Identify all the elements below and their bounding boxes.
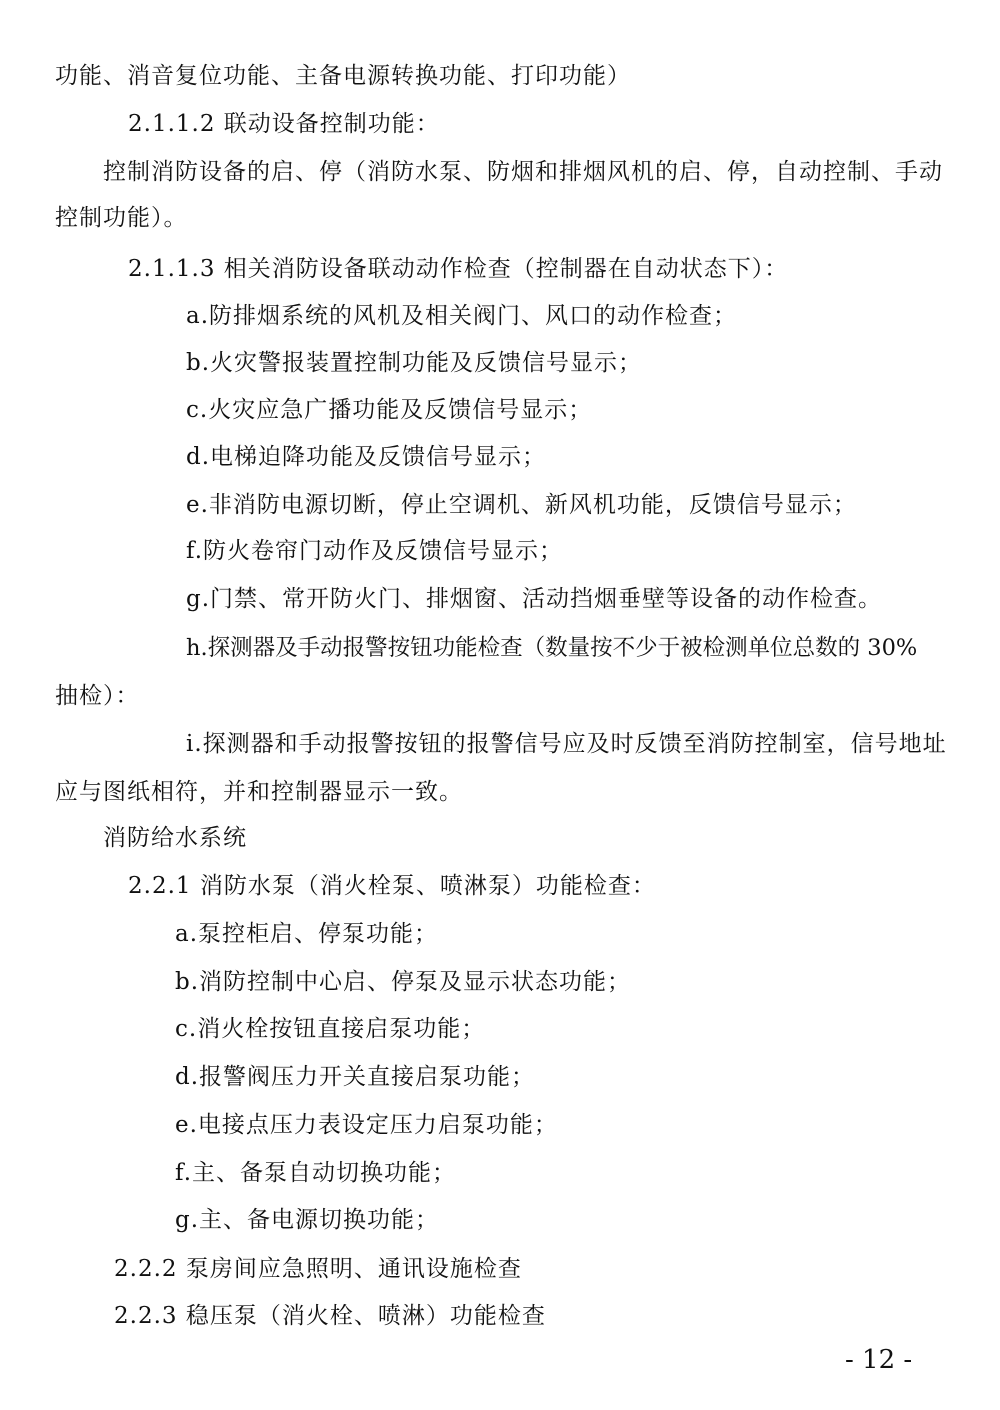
- section-heading: 2.2.3 稳压泵（消火栓、喷淋）功能检查: [114, 1303, 546, 1329]
- list-item: e.非消防电源切断，停止空调机、新风机功能，反馈信号显示；: [186, 492, 857, 518]
- list-item: a.防排烟系统的风机及相关阀门、风口的动作检查；: [186, 303, 738, 329]
- page-number: - 12 -: [845, 1345, 913, 1375]
- text-line: 应与图纸相符，并和控制器显示一致。: [55, 779, 463, 805]
- section-heading: 2.1.1.2 联动设备控制功能：: [128, 111, 440, 137]
- section-heading: 2.2.1 消防水泵（消火栓泵、喷淋泵）功能检查：: [128, 873, 656, 899]
- text-line: 控制消防设备的启、停（消防水泵、防烟和排烟风机的启、停，自动控制、手动: [103, 159, 943, 185]
- list-item: i.探测器和手动报警按钮的报警信号应及时反馈至消防控制室，信号地址: [186, 731, 947, 757]
- section-heading: 2.2.2 泵房间应急照明、通讯设施检查: [114, 1256, 522, 1282]
- list-item: g.主、备电源切换功能；: [175, 1207, 440, 1233]
- text-line: 功能、消音复位功能、主备电源转换功能、打印功能）: [55, 63, 631, 89]
- list-item: e.电接点压力表设定压力启泵功能；: [175, 1112, 558, 1138]
- list-item: g.门禁、常开防火门、排烟窗、活动挡烟垂壁等设备的动作检查。: [186, 586, 883, 612]
- list-item: b.火灾警报装置控制功能及反馈信号显示；: [186, 350, 643, 376]
- list-item: b.消防控制中心启、停泵及显示状态功能；: [175, 969, 632, 995]
- text-line: 控制功能）。: [55, 205, 188, 231]
- list-item: f.主、备泵自动切换功能；: [175, 1160, 457, 1186]
- text-line: 抽检）：: [55, 683, 140, 709]
- list-item: c.火灾应急广播功能及反馈信号显示；: [186, 397, 593, 423]
- list-item: a.泵控柜启、停泵功能；: [175, 921, 439, 947]
- list-item: d.电梯迫降功能及反馈信号显示；: [186, 444, 547, 470]
- list-item: f.防火卷帘门动作及反馈信号显示；: [186, 538, 564, 564]
- section-title: 消防给水系统: [103, 825, 247, 851]
- list-item: h.探测器及手动报警按钮功能检查（数量按不少于被检测单位总数的 30%: [186, 635, 918, 661]
- list-item: c.消火栓按钮直接启泵功能；: [175, 1016, 486, 1042]
- list-item: d.报警阀压力开关直接启泵功能；: [175, 1064, 536, 1090]
- section-heading: 2.1.1.3 相关消防设备联动动作检查（控制器在自动状态下）：: [128, 256, 789, 282]
